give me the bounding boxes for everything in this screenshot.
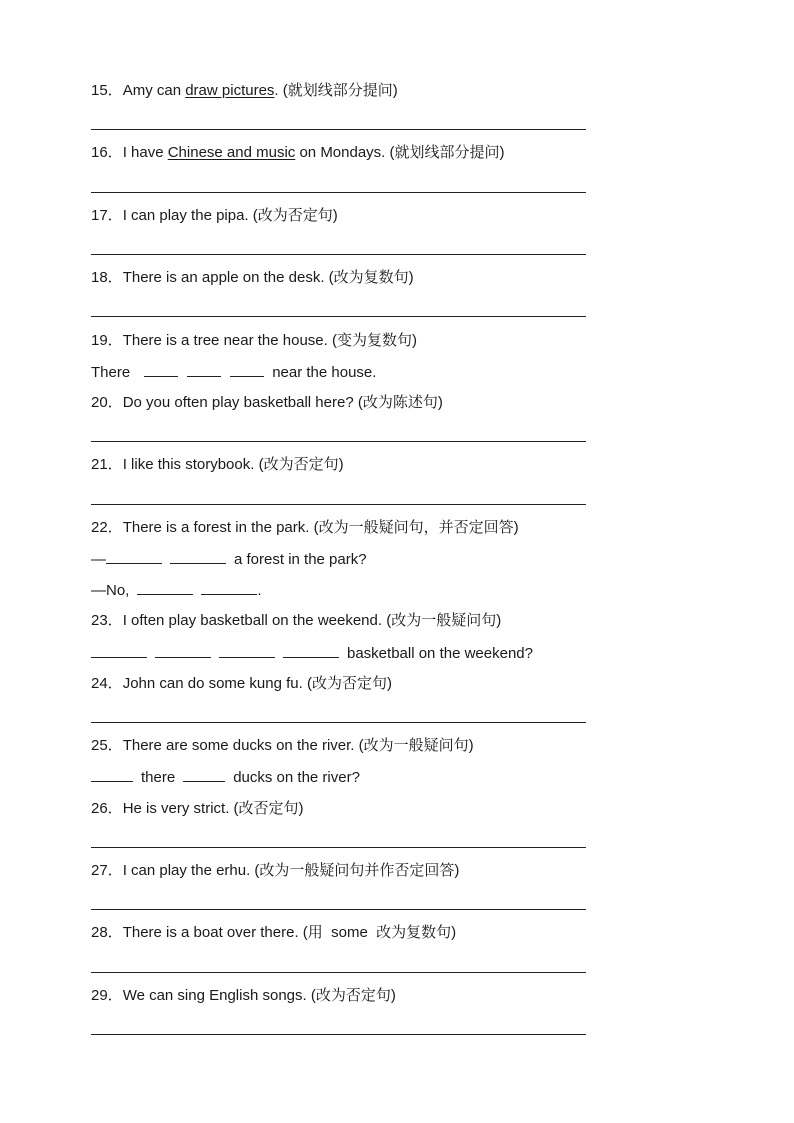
dash: — <box>91 551 106 568</box>
question-text: I can play the pipa. (改为否定句) <box>122 207 338 224</box>
question-text: I can play the erhu. (改为一般疑问句并作否定回答) <box>122 862 460 879</box>
answer-line[interactable] <box>91 909 586 910</box>
question-text: Do you often play basketball here? (改为陈述句) <box>122 394 443 411</box>
fill-in-line-22b <box>91 580 262 601</box>
answer-line[interactable] <box>91 972 586 973</box>
blank[interactable] <box>91 643 147 658</box>
blank[interactable] <box>183 767 225 782</box>
fill-in-text: a forest in the park? <box>234 551 367 568</box>
question-text: John can do some kung fu. (改为否定句) <box>122 675 392 692</box>
answer-line[interactable] <box>91 504 586 505</box>
question-number: 16． <box>91 144 123 161</box>
question-27 <box>91 861 459 881</box>
question-number: 28． <box>91 924 123 941</box>
question-21 <box>91 455 344 475</box>
question-20 <box>91 393 443 413</box>
question-number: 27． <box>91 862 123 879</box>
question-number: 29． <box>91 987 123 1004</box>
fill-in-line-23 <box>91 643 533 664</box>
question-26 <box>91 799 304 819</box>
question-text: There is a tree near the house. (变为复数句) <box>122 332 417 349</box>
blank[interactable] <box>283 643 339 658</box>
period: . <box>257 582 262 599</box>
fill-in-line-19 <box>91 362 376 383</box>
question-number: 17． <box>91 207 123 224</box>
question-15 <box>91 81 398 101</box>
question-number: 15． <box>91 82 123 99</box>
answer-line[interactable] <box>91 192 586 193</box>
answer-line[interactable] <box>91 1034 586 1035</box>
question-number: 22． <box>91 519 123 536</box>
answer-line[interactable] <box>91 316 586 317</box>
blank[interactable] <box>201 580 257 595</box>
answer-line[interactable] <box>91 129 586 130</box>
question-25 <box>91 736 474 756</box>
fill-in-text: basketball on the weekend? <box>347 645 533 662</box>
fill-in-text: ducks on the river? <box>233 769 360 786</box>
question-text: I often play basketball on the weekend. (改为一般疑问句) <box>122 612 502 629</box>
question-number: 25． <box>91 737 123 754</box>
blank[interactable] <box>144 362 178 377</box>
question-19 <box>91 331 417 351</box>
fill-in-text: there <box>141 769 176 786</box>
fill-in-line-25 <box>91 767 360 788</box>
answer-line[interactable] <box>91 441 586 442</box>
blank[interactable] <box>91 767 133 782</box>
question-text: I like this storybook. (改为否定句) <box>122 456 344 473</box>
blank[interactable] <box>187 362 221 377</box>
answer-line[interactable] <box>91 254 586 255</box>
question-text: There is a forest in the park. (改为一般疑问句，并否定回答) <box>122 519 519 536</box>
question-18 <box>91 268 414 288</box>
question-number: 24． <box>91 675 123 692</box>
question-instruction: . (就划线部分提问) <box>274 82 398 99</box>
blank[interactable] <box>230 362 264 377</box>
fill-in-text: near the house. <box>272 364 377 381</box>
question-number: 20． <box>91 394 123 411</box>
question-24 <box>91 674 392 694</box>
question-17 <box>91 206 338 226</box>
question-number: 18． <box>91 269 123 286</box>
question-28 <box>91 923 456 943</box>
question-29 <box>91 986 396 1006</box>
blank[interactable] <box>219 643 275 658</box>
underlined-phrase: draw pictures <box>185 82 275 99</box>
fill-in-line-22a <box>91 549 367 570</box>
question-text: He is very strict. (改否定句) <box>122 800 304 817</box>
blank[interactable] <box>137 580 193 595</box>
answer-prefix: —No, <box>91 582 130 599</box>
blank[interactable] <box>106 549 162 564</box>
question-text: There is a boat over there. (用 some 改为复数句) <box>122 924 457 941</box>
question-number: 26． <box>91 800 123 817</box>
underlined-phrase: Chinese and music <box>167 144 296 161</box>
question-number: 23． <box>91 612 123 629</box>
question-text: Amy can <box>122 82 186 99</box>
answer-line[interactable] <box>91 847 586 848</box>
blank[interactable] <box>170 549 226 564</box>
question-text: We can sing English songs. (改为否定句) <box>122 987 396 1004</box>
question-number: 19． <box>91 332 123 349</box>
question-number: 21． <box>91 456 123 473</box>
blank[interactable] <box>155 643 211 658</box>
fill-in-text: There <box>91 364 131 381</box>
question-23 <box>91 611 501 631</box>
question-text: There is an apple on the desk. (改为复数句) <box>122 269 414 286</box>
question-instruction: on Mondays. (就划线部分提问) <box>295 144 505 161</box>
question-text: There are some ducks on the river. (改为一般疑问句) <box>122 737 474 754</box>
question-16 <box>91 143 505 163</box>
answer-line[interactable] <box>91 722 586 723</box>
question-text: I have <box>122 144 168 161</box>
question-22 <box>91 518 519 538</box>
